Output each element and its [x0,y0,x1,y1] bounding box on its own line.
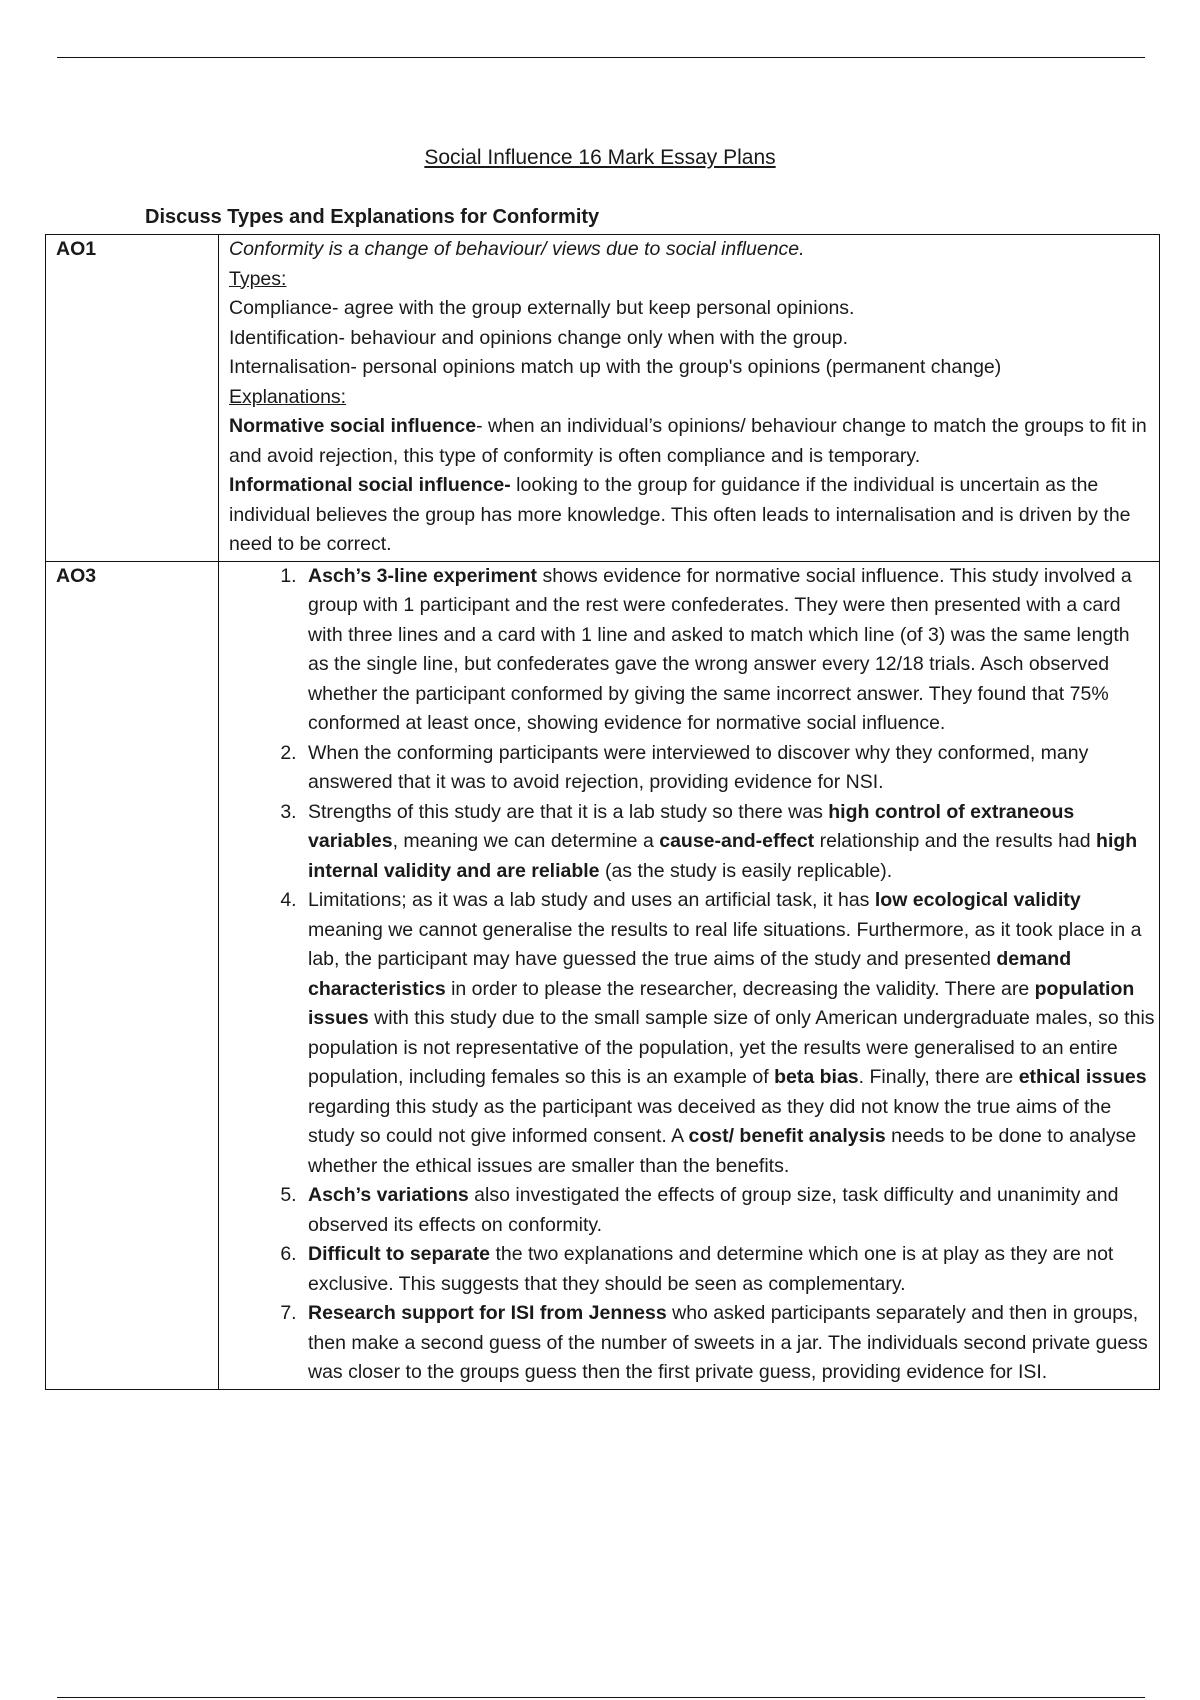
evaluation-point-7 [302,1299,1155,1388]
point-1-bold-1: Asch’s 3-line experiment [308,564,538,587]
conformity-definition: Conformity is a change of behaviour/ views due to social influence. [229,238,805,260]
explanations-heading: Explanations: [229,385,347,408]
point-4-text-3: in order to please the researcher, decreasing the validity. There are [445,977,1035,1000]
nsi-explanation [229,412,1155,471]
evaluation-point-2 [302,739,1155,798]
point-4-text-7: needs to be done to analyse whether the ethical issues are smaller than the benefits. [308,1125,1137,1177]
point-3-text-4: (as the study is easily replicable). [599,859,893,882]
ao3-row [46,561,1160,1389]
point-3-bold-2: cause-and-effect [659,830,815,852]
type-internalisation: Internalisation- personal opinions match up with the group's opinions (permanent change) [229,356,1002,378]
point-7-bold-1: Research support for ISI from Jenness [308,1302,667,1324]
page-title: Social Influence 16 Mark Essay Plans [424,146,776,169]
evaluation-point-6 [302,1240,1155,1299]
evaluation-points-list [229,562,1155,1388]
evaluation-point-1 [302,562,1155,739]
point-2-text-1: When the conforming participants were interviewed to discover why they conformed, many answered that it was to avoid rejection, providing evidence for NSI. [308,741,1089,793]
essay-question: Discuss Types and Explanations for Conformity [145,206,600,228]
point-5-text-1: also investigated the effects of group size, task difficulty and unanimity and observed its effects on conformity. [308,1184,1119,1236]
isi-explanation [229,471,1155,560]
ao1-content [219,235,1160,562]
isi-text: looking to the group for guidance if the individual is uncertain as the individual believes the group has more knowledge. This often leads to internalisation and is driven by the need to be correct. [229,474,1131,555]
type-identification: Identification- behaviour and opinions change only when with the group. [229,326,849,349]
point-4-text-2: meaning we cannot generalise the results to real life situations. Furthermore, as it took place in a lab, the participant may have guessed the true aims of the study and presented [308,918,1142,970]
type-compliance: Compliance- agree with the group externally but keep personal opinions. [229,297,855,319]
footer-rule [57,1697,1145,1698]
point-4-bold-5: ethical issues [1018,1066,1147,1088]
nsi-text: - when an individual’s opinions/ behaviour change to match the groups to fit in and avoid rejection, this type of conformity is often compliance and is temporary. [229,415,1147,467]
point-3-bold-3: high internal validity and are reliable [308,830,1138,882]
ao3-label: AO3 [46,561,219,1389]
evaluation-point-4 [302,886,1155,1181]
point-4-text-6: regarding this study as the participant was deceived as they did not know the true aims of the study so could not give informed consent. A [308,1095,1112,1147]
point-3-text-2: , meaning we can determine a [392,830,660,852]
nsi-term: Normative social influence [229,415,477,437]
point-7-text-1: who asked participants separately and then in groups, then make a second guess of the number of sweets in a jar. The individuals second private guess was closer to the groups guess then the first private guess, providing evidence for ISI. [308,1302,1148,1383]
point-3-text-1: Strengths of this study are that it is a lab study so there was [308,800,829,823]
isi-term: Informational social influence- [229,474,511,496]
ao3-content [219,561,1160,1389]
ao1-row [46,235,1160,562]
essay-plan-table [45,234,1160,1390]
point-4-bold-4: beta bias [774,1066,859,1088]
point-4-text-4: with this study due to the small sample size of only American undergraduate males, so this population is not representative of the population, yet the results were generalised to an entire population, including females so this is an example of [308,1007,1155,1088]
point-5-bold-1: Asch’s variations [308,1184,469,1206]
evaluation-point-3 [302,798,1155,887]
point-4-bold-1: low ecological validity [874,889,1081,911]
point-1-text-1: shows evidence for normative social influence. This study involved a group with 1 participant and the rest were confederates. They were then presented with a card with three lines and a card with 1 line and asked to match which line (of 3) was the same length as the single line, but confederates gave the wrong answer every 12/18 trials. Asch observed whether the participant conformed by giving the same incorrect answer. They found that 75% conformed at least once, showing evidence for normative social influence. [308,564,1132,734]
point-4-bold-6: cost/ benefit analysis [688,1125,886,1147]
point-4-bold-3: population issues [308,977,1135,1029]
point-4-text-5: . Finally, there are [858,1066,1019,1088]
point-6-bold-1: Difficult to separate [308,1243,491,1265]
point-3-bold-1: high control of extraneous variables [308,800,1075,852]
point-4-text-1: Limitations; as it was a lab study and uses an artificial task, it has [308,889,875,911]
header-rule [57,57,1145,58]
types-heading: Types: [229,267,287,290]
evaluation-point-5 [302,1181,1155,1240]
point-3-text-3: relationship and the results had [814,830,1097,852]
ao1-label: AO1 [46,235,219,562]
point-4-bold-2: demand characteristics [308,948,1072,1000]
point-6-text-1: the two explanations and determine which one is at play as they are not exclusive. This suggests that they should be seen as complementary. [308,1243,1114,1295]
